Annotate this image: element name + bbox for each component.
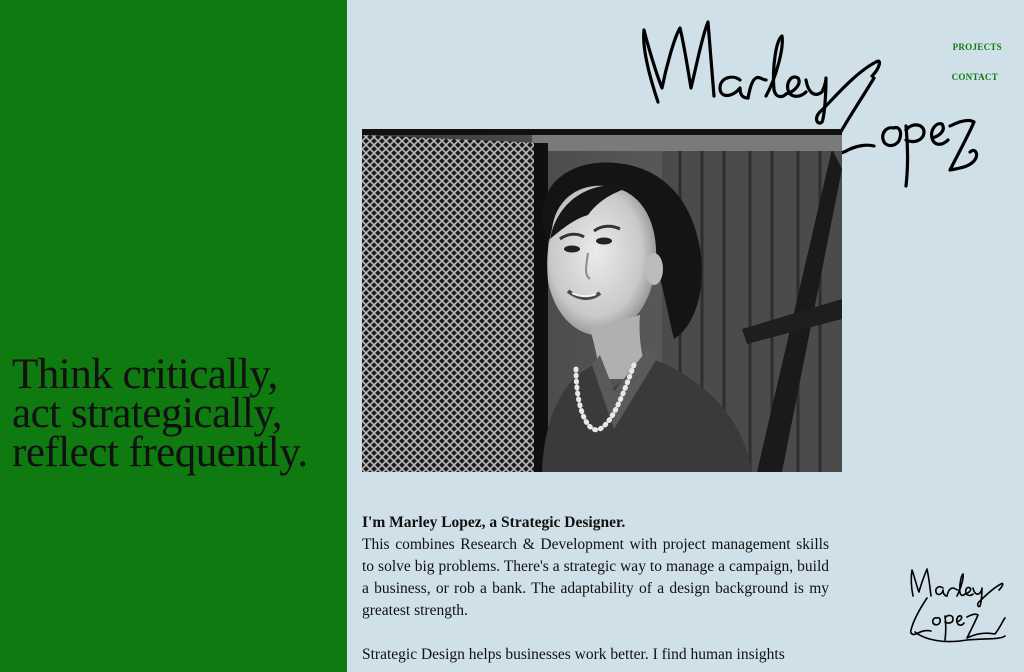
signature-mark-small bbox=[905, 566, 1009, 646]
tagline-line-2: act strategically, bbox=[12, 390, 282, 437]
tagline-line-3: reflect frequently. bbox=[12, 429, 308, 476]
left-green-panel bbox=[0, 0, 347, 672]
bio-intro: I'm Marley Lopez, a Strategic Designer. bbox=[362, 514, 626, 531]
tagline bbox=[12, 351, 342, 476]
bio-paragraph-1: This combines Research & Development with project management skills to solve big problems. There's a strategic way to manage a campaign, build a business, or rob a bank. The adaptability of a design background is my greatest strength. bbox=[362, 536, 829, 619]
portrait-photo bbox=[362, 129, 842, 472]
nav-link-projects[interactable]: projects bbox=[952, 38, 1002, 53]
bio-section bbox=[362, 512, 829, 666]
tagline-line-1: Think critically, bbox=[12, 351, 278, 398]
nav-link-contact[interactable]: contact bbox=[951, 68, 998, 83]
top-nav bbox=[951, 38, 1002, 84]
bio-paragraph-2: Strategic Design helps businesses work better. I find human insights bbox=[362, 646, 785, 663]
